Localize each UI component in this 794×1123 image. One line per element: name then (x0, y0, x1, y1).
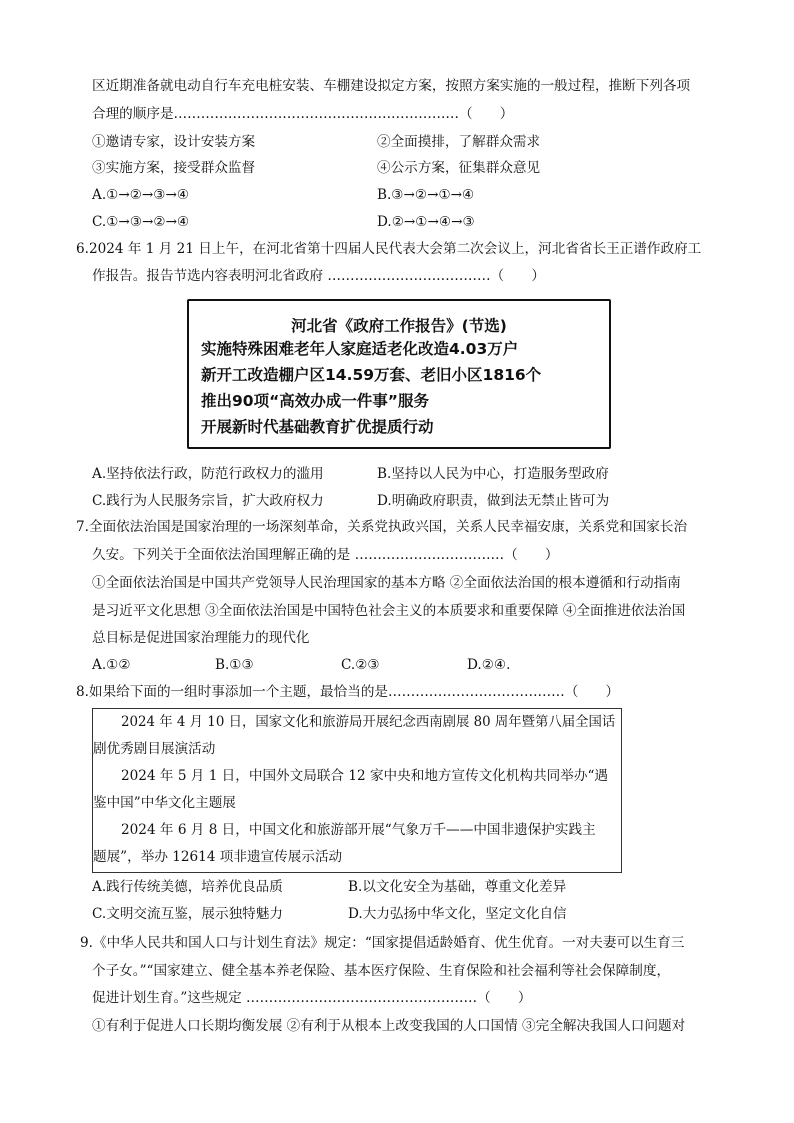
q6-box-line-3: 推出90项“高效办成一件事”服务 (201, 392, 429, 410)
q8-event-3-line2: 题展”，举办 12614 项非遗宣传展示活动 (93, 849, 343, 865)
q7-option-d: D.②④. (467, 657, 511, 673)
q5-option-a: A.①→②→③→④ (92, 187, 190, 203)
q8-event-2-line2: 鉴中国”中华文化主题展 (93, 795, 236, 811)
q9-stem-line1: 9.《中华人民共和国人口与计划生育法》规定：“国家提倡适龄婚育、优生优育。一对夫妻可以生育三 (80, 935, 685, 951)
q6-option-d: D.明确政府职责，做到法无禁止皆可为 (377, 493, 610, 509)
q9-stem-line2: 个子女。”“国家建立、健全基本养老保险、基本医疗保险、生育保险和社会福利等社会保障制度， (92, 963, 671, 979)
q5-item-3: ③实施方案，接受群众监督 (92, 160, 256, 176)
q8-event-2-line1: 2024 年 5 月 1 日，中国外文局联合 12 家中央和地方宣传文化机构共同举办“遇 (121, 768, 609, 784)
q7-statement-line3: 总目标是促进国家治理能力的现代化 (92, 630, 310, 646)
q6-box-title: 河北省《政府工作报告》(节选) (291, 317, 507, 335)
q7-stem-line1: 7.全面依法治国是国家治理的一场深刻革命，关系党执政兴国，关系人民幸福安康，关系党和国家长治 (76, 519, 688, 535)
q7-option-c: C.②③ (341, 657, 380, 673)
q8-event-1-line2: 剧优秀剧目展演活动 (93, 741, 216, 757)
q8-option-a: A.践行传统美德，培养优良品质 (92, 879, 283, 895)
q7-option-a: A.①② (92, 657, 131, 673)
q6-option-a: A.坚持依法行政，防范行政权力的滥用 (92, 466, 324, 482)
q7-statement-line2: 是习近平文化思想 ③全面依法治国是中国特色社会主义的本质要求和重要保障 ④全面推进依法治国 (92, 603, 686, 619)
q9-stem-line3: 促进计划生育。”这些规定 ……………………………………………（ ） (92, 990, 532, 1006)
q6-option-b: B.坚持以人民为中心，打造服务型政府 (377, 466, 609, 482)
q6-box-line-2: 新开工改造棚户区14.59万套、老旧小区1816个 (201, 366, 542, 384)
q7-option-b: B.①③ (215, 657, 254, 673)
q5-stem-line1: 区近期准备就电动自行车充电桩安装、车棚建设拟定方案，按照方案实施的一般过程，推断下列各项 (92, 78, 691, 94)
q5-option-c: C.①→③→②→④ (92, 214, 190, 230)
q5-item-4: ④公示方案，征集群众意见 (377, 160, 541, 176)
q8-events-box (92, 708, 622, 873)
q6-report-box (187, 299, 611, 449)
q8-event-3-line1: 2024 年 6 月 8 日，中国文化和旅游部开展“气象万千——中国非遗保护实践主 (121, 822, 596, 838)
q6-stem-line1: 6.2024 年 1 月 21 日上午，在河北省第十四届人民代表大会第二次会议上，河北省省长王正谱作政府工 (76, 241, 702, 257)
q6-box-line-1: 实施特殊困难老年人家庭适老化改造4.03万户 (201, 340, 519, 358)
q5-option-b: B.③→②→①→④ (377, 187, 475, 203)
q7-statement-line1: ①全面依法治国是中国共产党领导人民治理国家的基本方略 ②全面依法治国的根本遵循和行动指南 (92, 575, 681, 591)
q9-statement-line1: ①有利于促进人口长期均衡发展 ②有利于从根本上改变我国的人口国情 ③完全解决我国人口问题对 (92, 1018, 686, 1034)
q7-stem-line2: 久安。下列关于全面依法治国理解正确的是 ……………………………（ ） (92, 547, 559, 563)
q8-option-b: B.以文化安全为基础，尊重文化差异 (348, 879, 567, 895)
q5-item-1: ①邀请专家，设计安装方案 (92, 134, 256, 150)
q6-stem-line2: 作报告。报告节选内容表明河北省政府 ………………………………（ ） (92, 268, 545, 284)
q5-option-d: D.②→①→④→③ (377, 214, 475, 230)
q8-stem: 8.如果给下面的一组时事添加一个主题，最恰当的是…………………………………（ ） (76, 684, 620, 700)
q8-option-d: D.大力弘扬中华文化，坚定文化自信 (348, 906, 567, 922)
q8-event-1-line1: 2024 年 4 月 10 日，国家文化和旅游局开展纪念西南剧展 80 周年暨第八届全国话 (121, 714, 616, 730)
q5-item-2: ②全面摸排，了解群众需求 (377, 134, 541, 150)
q6-option-c: C.践行为人民服务宗旨，扩大政府权力 (92, 493, 324, 509)
q6-box-line-4: 开展新时代基础教育扩优提质行动 (201, 418, 434, 436)
q5-stem-line2: 合理的顺序是………………………………………………………（ ） (92, 106, 514, 122)
q8-option-c: C.文明交流互鉴，展示独特魅力 (92, 906, 283, 922)
